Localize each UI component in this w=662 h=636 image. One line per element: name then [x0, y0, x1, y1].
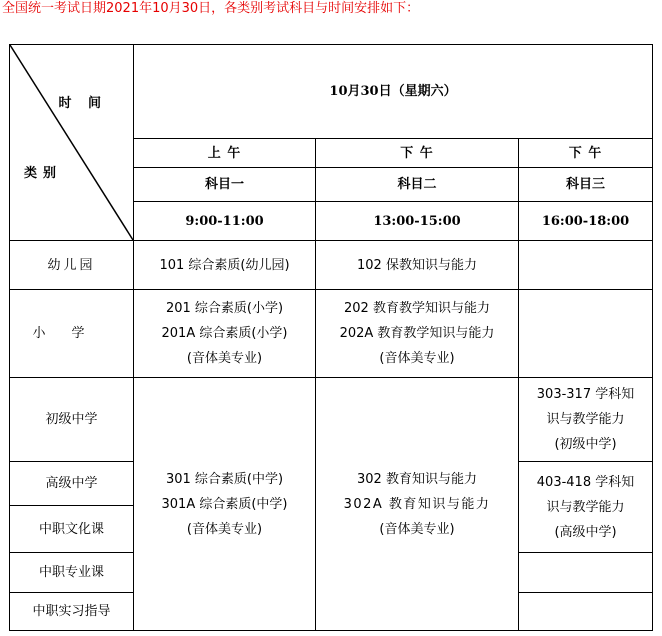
- diagonal-header-cell: [10, 45, 134, 241]
- senior-middle-subject-3-line: (高级中学): [554, 524, 617, 540]
- secondary-practice-subject-3-empty: [519, 593, 653, 631]
- junior-middle-subject-3-line: 303-317 学科知: [536, 387, 635, 402]
- middle-subject-2-line: 302A 教育知识与能力: [343, 496, 491, 512]
- category-junior-middle: 初级中学: [10, 378, 134, 462]
- category-secondary-practice: 中职实习指导: [10, 593, 134, 631]
- junior-middle-subject-3-line: (初级中学): [554, 437, 617, 452]
- junior-middle-subject-3: [519, 378, 653, 462]
- primary-subject-2-line: (音体美专业): [379, 351, 455, 366]
- middle-subject-1-line: (音体美专业): [186, 521, 263, 537]
- primary-subject-3-empty: [519, 290, 653, 378]
- senior-middle-subject-3-line: 识与教学能力: [546, 499, 625, 515]
- header-time-label: 时 间: [58, 96, 107, 111]
- kindergarten-subject-1: 101 综合素质(幼儿园): [134, 241, 316, 290]
- session-3-period: 下 午: [519, 139, 653, 168]
- category-kindergarten: 幼儿园: [10, 241, 134, 290]
- category-senior-middle: 高级中学: [10, 462, 134, 506]
- primary-subject-1-line: (音体美专业): [186, 351, 263, 366]
- category-secondary-culture: 中职文化课: [10, 506, 134, 553]
- senior-middle-subject-3-line: 403-418 学科知: [536, 474, 635, 490]
- primary-subject-1-line: 201 综合素质(小学): [165, 301, 284, 316]
- kindergarten-subject-3-empty: [519, 241, 653, 290]
- kindergarten-subject-2: 102 保教知识与能力: [316, 241, 519, 290]
- secondary-major-subject-3-empty: [519, 553, 653, 593]
- session-2-period: 下 午: [316, 139, 519, 168]
- diagonal-line: [10, 45, 133, 240]
- junior-middle-subject-3-line: 识与教学能力: [546, 412, 625, 427]
- primary-subject-1: [134, 290, 316, 378]
- middle-subject-1-line: 301A 综合素质(中学): [161, 496, 288, 512]
- senior-middle-subject-3: [519, 462, 653, 553]
- exam-schedule-table: [9, 44, 653, 631]
- session-2-subject: 科目二: [316, 168, 519, 202]
- primary-subject-2-line: 202 教育教学知识与能力: [344, 301, 490, 316]
- intro-text: 全国统一考试日期2021年10月30日，各类别考试科目与时间安排如下：: [2, 1, 420, 16]
- session-1-time: 9:00-11:00: [134, 202, 316, 241]
- middle-subject-2-line: 302 教育知识与能力: [357, 471, 477, 487]
- middle-subject-1: [134, 378, 316, 631]
- session-1-period: 上 午: [134, 139, 316, 168]
- middle-subject-2-line: (音体美专业): [379, 521, 455, 537]
- middle-subject-1-line: 301 综合素质(中学): [165, 471, 284, 487]
- category-secondary-major: 中职专业课: [10, 553, 134, 593]
- session-3-time: 16:00-18:00: [519, 202, 653, 241]
- primary-subject-2: [316, 290, 519, 378]
- primary-subject-1-line: 201A 综合素质(小学): [161, 326, 288, 341]
- header-category-label: 类别: [24, 166, 63, 181]
- session-3-subject: 科目三: [519, 168, 653, 202]
- exam-date: 10月30日（星期六）: [134, 45, 653, 139]
- session-2-time: 13:00-15:00: [316, 202, 519, 241]
- session-1-subject: 科目一: [134, 168, 316, 202]
- middle-subject-2: [316, 378, 519, 631]
- category-primary: 小学: [10, 290, 134, 378]
- primary-subject-2-line: 202A 教育教学知识与能力: [339, 326, 495, 341]
